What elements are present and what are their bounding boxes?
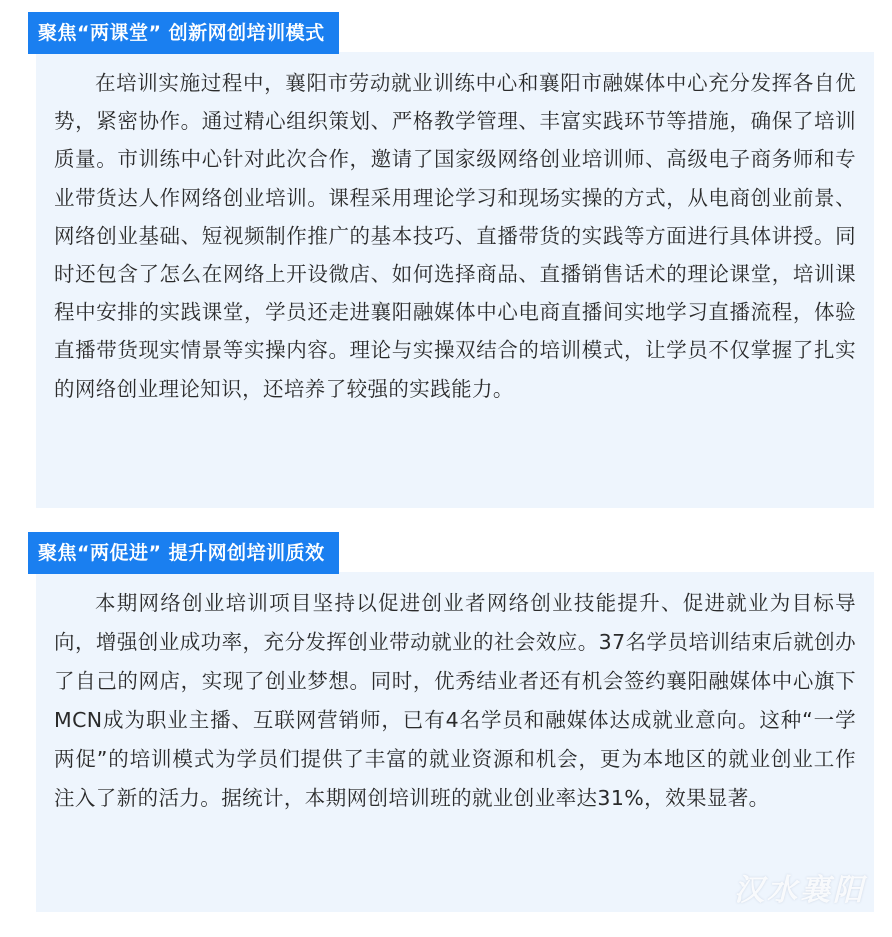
section-body xyxy=(36,572,874,912)
section-training-mode xyxy=(28,12,874,508)
section-heading: 聚焦“两促进” 提升网创培训质效 xyxy=(28,532,339,574)
section-body xyxy=(36,52,874,508)
watermark-logo: 汉水襄阳 xyxy=(734,873,866,908)
section-training-quality xyxy=(28,532,874,912)
paragraph: 在培训实施过程中，襄阳市劳动就业训练中心和襄阳市融媒体中心充分发挥各自优势，紧密协作。通过精心组织策划、严格教学管理、丰富实践环节等措施，确保了培训质量。市训练中心针对此次合作，邀请了国家级网络创业培训师、高级电子商务师和专业带货达人作网络创业培训。课程采用理论学习和现场实操的方式，从电商创业前景、网络创业基础、短视频制作推广的基本技巧、直播带货的实践等方面进行具体讲授。同时还包含了怎么在网络上开设微店、如何选择商品、直播销售话术的理论课堂，培训课程中安排的实践课堂，学员还走进襄阳融媒体中心电商直播间实地学习直播流程，体验直播带货现实情景等实操内容。理论与实操双结合的培训模式，让学员不仅掌握了扎实的网络创业理论知识，还培养了较强的实践能力。 xyxy=(54,71,856,401)
section-heading: 聚焦“两课堂” 创新网创培训模式 xyxy=(28,12,339,54)
paragraph: 本期网络创业培训项目坚持以促进创业者网络创业技能提升、促进就业为目标导向，增强创业成功率，充分发挥创业带动就业的社会效应。37名学员培训结束后就创办了自己的网店，实现了创业梦想。同时，优秀结业者还有机会签约襄阳融媒体中心旗下MCN成为职业主播、互联网营销师，已有4名学员和融媒体达成就业意向。这种“一学两促”的培训模式为学员们提供了丰富的就业资源和机会，更为本地区的就业创业工作注入了新的活力。据统计，本期网创培训班的就业创业率达31%，效果显著。 xyxy=(54,591,856,810)
